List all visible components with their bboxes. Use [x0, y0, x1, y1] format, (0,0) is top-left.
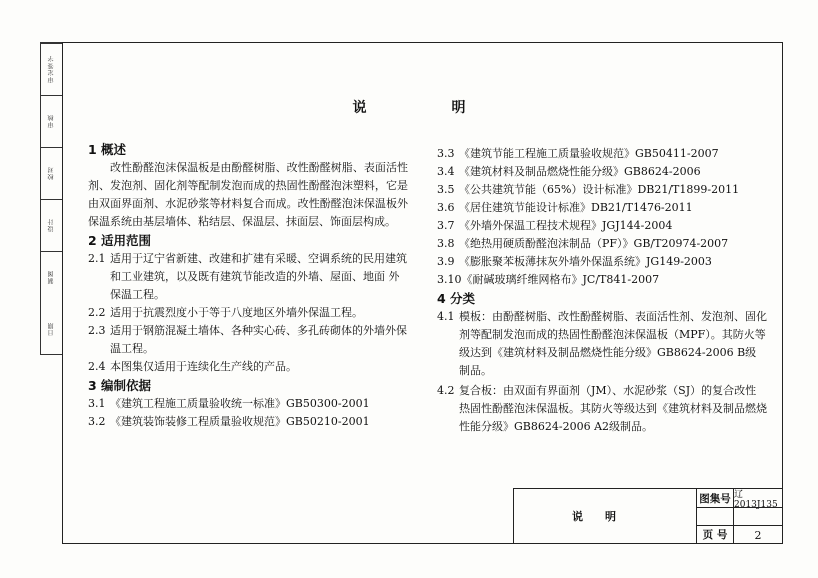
item-number: 4.1 — [437, 310, 455, 323]
list-item — [437, 271, 767, 289]
item-number: 2.3 — [88, 324, 106, 337]
page-title-char: 明 — [451, 100, 466, 116]
list-item — [88, 395, 408, 413]
item-number: 4.2 — [437, 384, 455, 397]
item-number: 3.6 — [437, 201, 455, 214]
item-text: 《建筑节能工程施工质量验收规范》GB50411-2007 — [459, 147, 719, 160]
list-item — [88, 358, 408, 376]
item-number: 2.4 — [88, 360, 106, 373]
page-number-value: 2 — [734, 525, 782, 544]
binding-cell: 审定签字 — [41, 43, 62, 95]
section-heading: 4 分类 — [437, 291, 476, 306]
list-item — [437, 163, 767, 181]
item-text: 《建筑装饰装修工程质量验收规范》GB50210-2001 — [110, 415, 370, 428]
list-item — [88, 413, 408, 431]
title-block-cell — [697, 507, 734, 525]
title-block-title: 说明 — [514, 489, 697, 543]
item-text: 《居住建筑节能设计标准》DB21/T1476-2011 — [459, 201, 693, 214]
item-number: 3.8 — [437, 237, 455, 250]
item-text: 复合板：由双面有界面剂（JM）、水泥砂浆（SJ）的复合改性热固性酚醛泡沫保温板。其防火等级达到《建筑材料及制品燃烧性能分级》GB8624-2006 A2级制品。 — [459, 384, 767, 433]
item-text: 《膨胀聚苯板薄抹灰外墙外保温系统》JG149-2003 — [459, 255, 712, 268]
list-item — [437, 253, 767, 271]
right-column — [437, 145, 767, 436]
title-block — [513, 488, 783, 544]
list-item — [437, 235, 767, 253]
list-item — [437, 382, 767, 436]
item-text: 适用于钢筋混凝土墙体、各种实心砖、多孔砖砌体的外墙外保温工程。 — [110, 324, 407, 355]
atlas-number-value: 辽2013J135 — [734, 489, 778, 510]
binding-strip — [40, 42, 62, 355]
item-number: 2.2 — [88, 306, 106, 319]
list-item — [88, 250, 408, 304]
list-item — [88, 304, 408, 322]
atlas-number-label: 图集号 — [697, 489, 734, 507]
binding-cell: 日期 — [48, 322, 55, 336]
binding-cell: 制图 — [41, 251, 62, 303]
item-text: 《公共建筑节能（65%）设计标准》DB21/T1899-2011 — [459, 183, 740, 196]
list-item — [437, 308, 767, 380]
item-number: 3.10 — [437, 273, 462, 286]
item-text: 《耐碱玻璃纤维网格布》JC/T841-2007 — [461, 273, 660, 286]
item-text: 适用于抗震烈度小于等于八度地区外墙外保温工程。 — [110, 306, 363, 319]
section-heading: 1 概述 — [88, 142, 127, 157]
left-column — [88, 140, 408, 431]
item-text: 本图集仅适用于连续化生产线的产品。 — [110, 360, 297, 373]
item-text: 适用于辽宁省新建、改建和扩建有采暖、空调系统的民用建筑和工业建筑，以及既有建筑节能改造的外墙、屋面、地面 外保温工程。 — [110, 252, 407, 301]
list-item — [437, 217, 767, 235]
title-block-cell — [734, 507, 782, 526]
item-number: 3.9 — [437, 255, 455, 268]
item-number: 3.3 — [437, 147, 455, 160]
item-text: 《外墙外保温工程技术规程》JGJ144-2004 — [459, 219, 673, 232]
item-number: 3.7 — [437, 219, 455, 232]
item-number: 3.5 — [437, 183, 455, 196]
item-number: 3.4 — [437, 165, 455, 178]
item-text: 《建筑材料及制品燃烧性能分级》GB8624-2006 — [459, 165, 701, 178]
item-number: 3.1 — [88, 397, 106, 410]
page-title — [0, 97, 818, 117]
binding-cell: 审核 — [41, 95, 62, 147]
page-title-char: 说 — [352, 100, 367, 116]
list-item — [437, 199, 767, 217]
item-number: 3.2 — [88, 415, 106, 428]
item-text: 《建筑工程施工质量验收统一标准》GB50300-2001 — [110, 397, 370, 410]
item-number: 2.1 — [88, 252, 106, 265]
list-item — [88, 322, 408, 358]
page-number-label: 页 号 — [697, 525, 734, 543]
list-item — [437, 181, 767, 199]
item-text: 《绝热用硬质酚醛泡沫制品（PF）》GB/T20974-2007 — [459, 237, 729, 250]
item-text: 模板：由酚醛树脂、改性酚醛树脂、表面活性剂、发泡剂、固化剂等配制发泡而成的热固性酚醛泡沫保温板（MPF）。其防火等级达到《建筑材料及制品燃烧性能分级》GB8624-2006 B级制品。 — [459, 310, 767, 377]
binding-cell: 设计 — [41, 199, 62, 251]
section-heading: 3 编制依据 — [88, 378, 152, 393]
list-item — [437, 145, 767, 163]
section-heading: 2 适用范围 — [88, 233, 152, 248]
binding-cell: 校对 — [41, 147, 62, 199]
section-paragraph: 改性酚醛泡沫保温板是由酚醛树脂、改性酚醛树脂、表面活性剂、发泡剂、固化剂等配制发泡而成的热固性酚醛泡沫塑料，它是由双面界面剂、水泥砂浆等材料复合而成。改性酚醛泡沫保温板外保温系统由基层墙体、粘结层、保温层、抹面层、饰面层构成。 — [88, 161, 408, 228]
